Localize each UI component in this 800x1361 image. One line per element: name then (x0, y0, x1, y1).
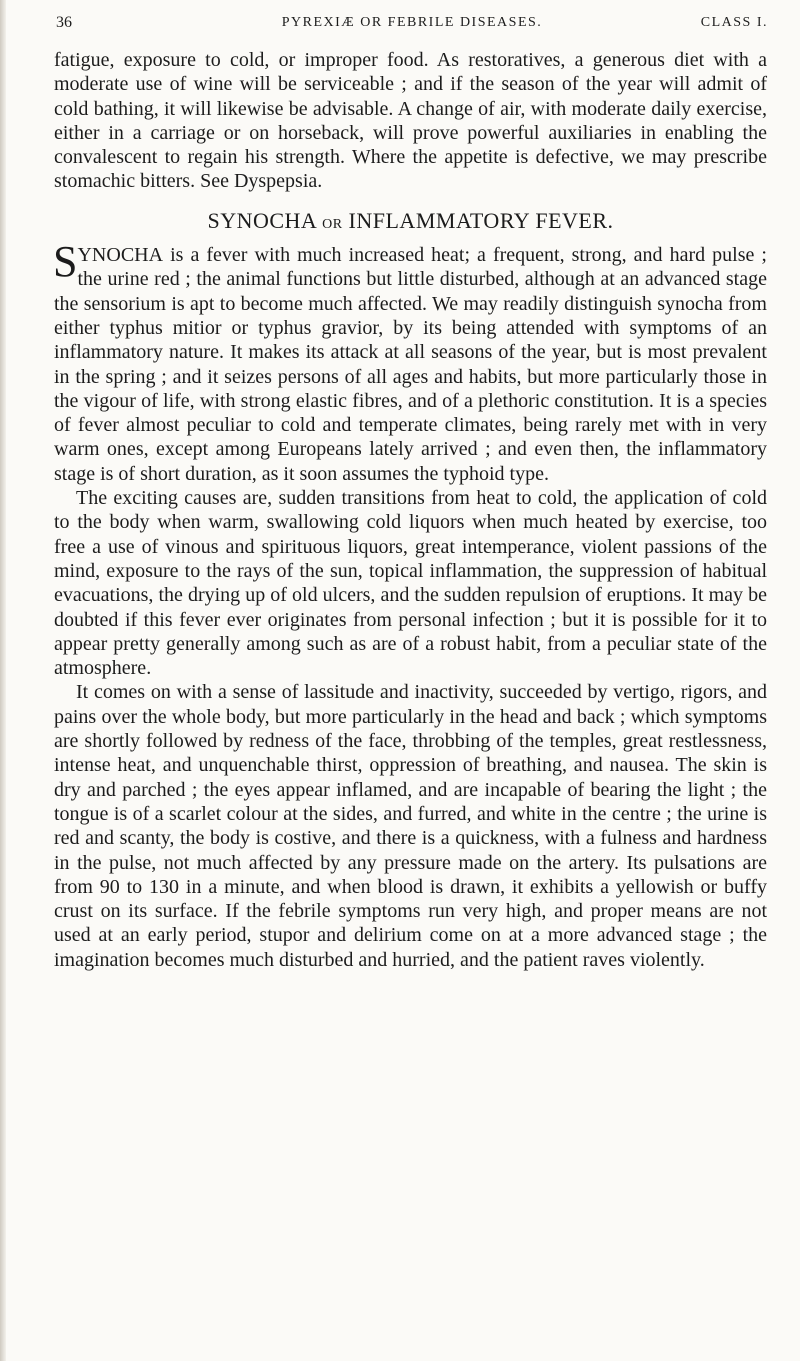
running-title: PYREXIÆ OR FEBRILE DISEASES. (281, 15, 543, 30)
heading-term: SYNOCHA (207, 207, 317, 233)
heading-title: INFLAMMATORY FEVER. (348, 207, 614, 233)
drop-cap: S (53, 237, 78, 287)
page-body (54, 48, 767, 972)
running-header (56, 14, 768, 38)
paragraph-causes: The exciting causes are, sudden transitions from heat to cold, the application of cold to the body when warm, swallowing cold liquors when much heated by exercise, too free a use of vinous and spirituous liquors, great intemperance, violent passions of the mind, exposure to the rays of the sun, topical inflammation, the suppression of habitual evacuations, the drying up of old ulcers, and the sudden repulsion of eruptions. It may be doubted if this fever ever originates from personal infection ; but it is possible for it to appear pretty generally among such as are of a robust habit, from a peculiar state of the atmosphere. (54, 487, 767, 680)
continued-paragraph: fatigue, exposure to cold, or improper food. As restoratives, a generous diet with a moderate use of wine will be serviceable ; and if the season of the year will admit of cold bathing, it will likewise be advisable. A change of air, with moderate daily exercise, either in a carriage or on horseback, will prove powerful auxiliaries in enabling the convalescent to regain his strength. Where the appetite is defective, we may prescribe stomachic bitters. See Dyspepsia. (54, 49, 767, 193)
paragraph-definition-text: is a fever with much increased heat; a frequent, strong, and hard pulse ; the urine red ; the animal functions but little disturbed, although at an advanced stage the sensorium is apt to become much affected. We may readily distinguish synocha from either typhus mitior or typhus gravior, by its being attended with symptoms of an inflammatory nature. It makes its attack at all seasons of the year, but is most prevalent in the spring ; and it seizes persons of all ages and habits, but more particularly those in the vigour of life, with strong elastic fibres, and of a plethoric constitution. It is a species of fever almost peculiar to cold and temperate climates, being rarely met with in very warm ones, except among Europeans lately arrived ; and even then, the inflammatory stage is of short duration, as it soon assumes the typhoid type. (54, 244, 767, 485)
paragraph-symptoms: It comes on with a sense of lassitude and inactivity, succeeded by vertigo, rigors, and pains over the whole body, but more particularly in the head and back ; which symptoms are shortly followed by redness of the face, throbbing of the temples, great restlessness, intense heat, and unquenchable thirst, oppression of breathing, and nausea. The skin is dry and parched ; the eyes appear inflamed, and are incapable of bearing the light ; the tongue is of a scarlet colour at the sides, and furred, and white in the centre ; the urine is red and scanty, the body is costive, and there is a quickness, with a fulness and hardness in the pulse, not much affected by any pressure made on the artery. Its pulsations are from 90 to 130 in a minute, and when blood is drawn, it exhibits a yellowish or buffy crust on its surface. If the febrile symptoms run very high, and proper means are not used at an early period, stupor and delirium come on at a more advanced stage ; the imagination becomes much disturbed and hurried, and the patient raves violently. (54, 681, 767, 971)
page-number: 36 (56, 14, 72, 31)
class-label: CLASS I. (700, 15, 768, 30)
section-heading (54, 209, 767, 237)
paragraph-definition (53, 237, 767, 486)
page-binding-shadow (0, 0, 6, 1361)
lead-word: YNOCHA (77, 244, 164, 267)
heading-or: OR (322, 216, 343, 232)
